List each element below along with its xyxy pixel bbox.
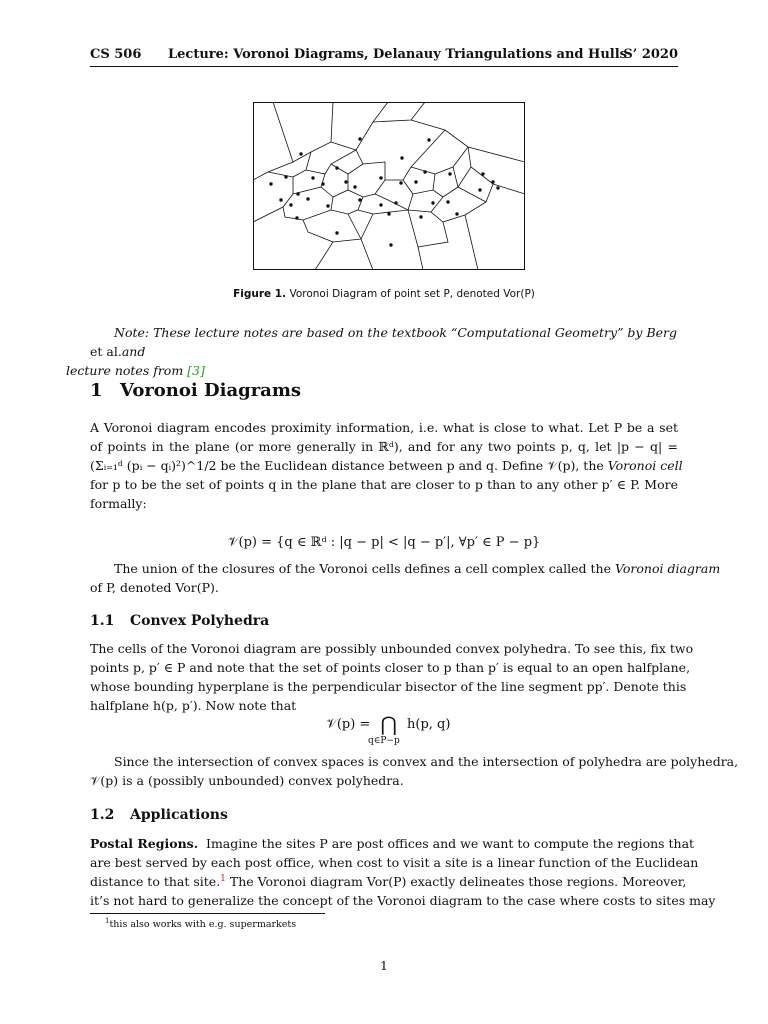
voronoi-cell-term: Voronoi cell: [607, 458, 683, 473]
postal-line-3-a: distance to that site.: [90, 874, 221, 889]
intersection-operator: ⋂: [380, 712, 397, 736]
subsection-number: 1.2: [90, 807, 115, 823]
since-line-1: Since the intersection of convex spaces is convex and the intersection of polyhedra are polyhedra,: [114, 754, 739, 769]
intersection-equation: [326, 712, 450, 736]
subsection-title: Convex Polyhedra: [130, 613, 270, 629]
intro-line-2: of points in the plane (or more generally in ℝᵈ), and for any two points p, q, let |p − q| =: [90, 439, 678, 454]
union-paragraph: [90, 559, 721, 597]
figure-caption: [90, 288, 678, 300]
convex-paragraph: [90, 639, 694, 715]
note-text-c: and: [121, 344, 146, 359]
postal-lead: Postal Regions.: [90, 836, 199, 851]
section-title: Voronoi Diagrams: [120, 380, 302, 401]
footnote-rule: [90, 913, 325, 914]
voronoi-cell-equation: 𝒱(p) = {q ∈ ℝᵈ : |q − p| < |q − p′|, ∀p′ ∈ P − p}: [227, 535, 541, 550]
postal-paragraph: [90, 834, 716, 910]
term: S’ 2020: [623, 47, 678, 62]
course-code: CS 506: [90, 47, 142, 62]
running-header: [90, 46, 678, 67]
note-text-b: et al.: [90, 344, 122, 359]
postal-line-1: [90, 834, 695, 853]
postal-line-3: [90, 872, 687, 891]
section-heading-1: [90, 380, 301, 401]
subsection-title: Applications: [130, 807, 228, 823]
postal-line-1-text: Imagine the sites P are post offices and we want to compute the regions that: [206, 836, 695, 851]
voronoi-figure: [253, 102, 525, 270]
convex-line-3: whose bounding hyperplane is the perpendicular bisector of the line segment pp′. Denote this: [90, 679, 687, 694]
footnote: [105, 917, 296, 930]
postal-line-2: are best served by each post office, when cost to visit a site is a linear function of the Euclidean: [90, 855, 699, 870]
voronoi-sites: [269, 137, 499, 246]
union-line-1: [90, 559, 721, 578]
convex-line-1: The cells of the Voronoi diagram are possibly unbounded convex polyhedra. To see this, fix two: [90, 641, 694, 656]
footnote-number: 1: [105, 917, 110, 925]
since-paragraph: [90, 752, 739, 790]
section-heading-1-2: [90, 807, 228, 823]
postal-line-4: it’s not hard to generalize the concept of the Voronoi diagram to the case where costs to sites may: [90, 893, 716, 908]
footnote-marker[interactable]: 1: [220, 873, 226, 884]
intro-line-3-text: be the Euclidean distance between p and q. Define 𝒱(p), the: [220, 458, 604, 473]
convex-line-2: points p, p′ ∈ P and note that the set of points closer to p than p′ is equal to an open halfplane,: [90, 660, 691, 675]
equation-subscript: q∈P−p: [368, 736, 400, 746]
page-number: 1: [380, 958, 388, 973]
section-heading-1-1: [90, 613, 269, 629]
intro-line-5: formally:: [90, 496, 147, 511]
intro-math: (Σᵢ₌₁ᵈ (pᵢ − qᵢ)²)^1/2: [90, 458, 217, 473]
caption-text: Voronoi Diagram of point set P, denoted Vor(P): [289, 288, 535, 300]
postal-line-3-b: The Voronoi diagram Vor(P) exactly delineates those regions. Moreover,: [229, 874, 687, 889]
union-line-2: of P, denoted Vor(P).: [90, 580, 219, 595]
footnote-text: this also works with e.g. supermarkets: [109, 919, 297, 931]
intro-line-3: [90, 456, 683, 475]
equation-rhs: h(p, q): [407, 717, 451, 732]
section-number: 1: [90, 380, 103, 401]
lecture-note: [66, 323, 678, 380]
since-line-2: 𝒱(p) is a (possibly unbounded) convex polyhedra.: [90, 773, 404, 788]
note-line2: lecture notes from: [66, 363, 184, 378]
intro-line-4: for p to be the set of points q in the plane that are closer to p than to any other p′ ∈ P. More: [90, 477, 678, 492]
equation-lhs: 𝒱(p) =: [326, 717, 371, 732]
convex-line-4: halfplane h(p, p′). Now note that: [90, 698, 297, 713]
union-text: The union of the closures of the Voronoi cells defines a cell complex called the: [114, 561, 611, 576]
voronoi-edges: [253, 102, 525, 270]
voronoi-diagram-term: Voronoi diagram: [614, 561, 721, 576]
citation-link[interactable]: [3]: [187, 363, 205, 378]
caption-label: Figure 1.: [233, 288, 287, 300]
note-text-a: Note: These lecture notes are based on the textbook “Computational Geometry” by Berg: [114, 325, 678, 340]
intro-paragraph: [90, 418, 683, 513]
lecture-title: Lecture: Voronoi Diagrams, Delanauy Triangulations and Hulls: [168, 47, 627, 62]
intro-line-1: A Voronoi diagram encodes proximity information, i.e. what is close to what. Let P be a set: [90, 420, 678, 435]
subsection-number: 1.1: [90, 613, 115, 629]
